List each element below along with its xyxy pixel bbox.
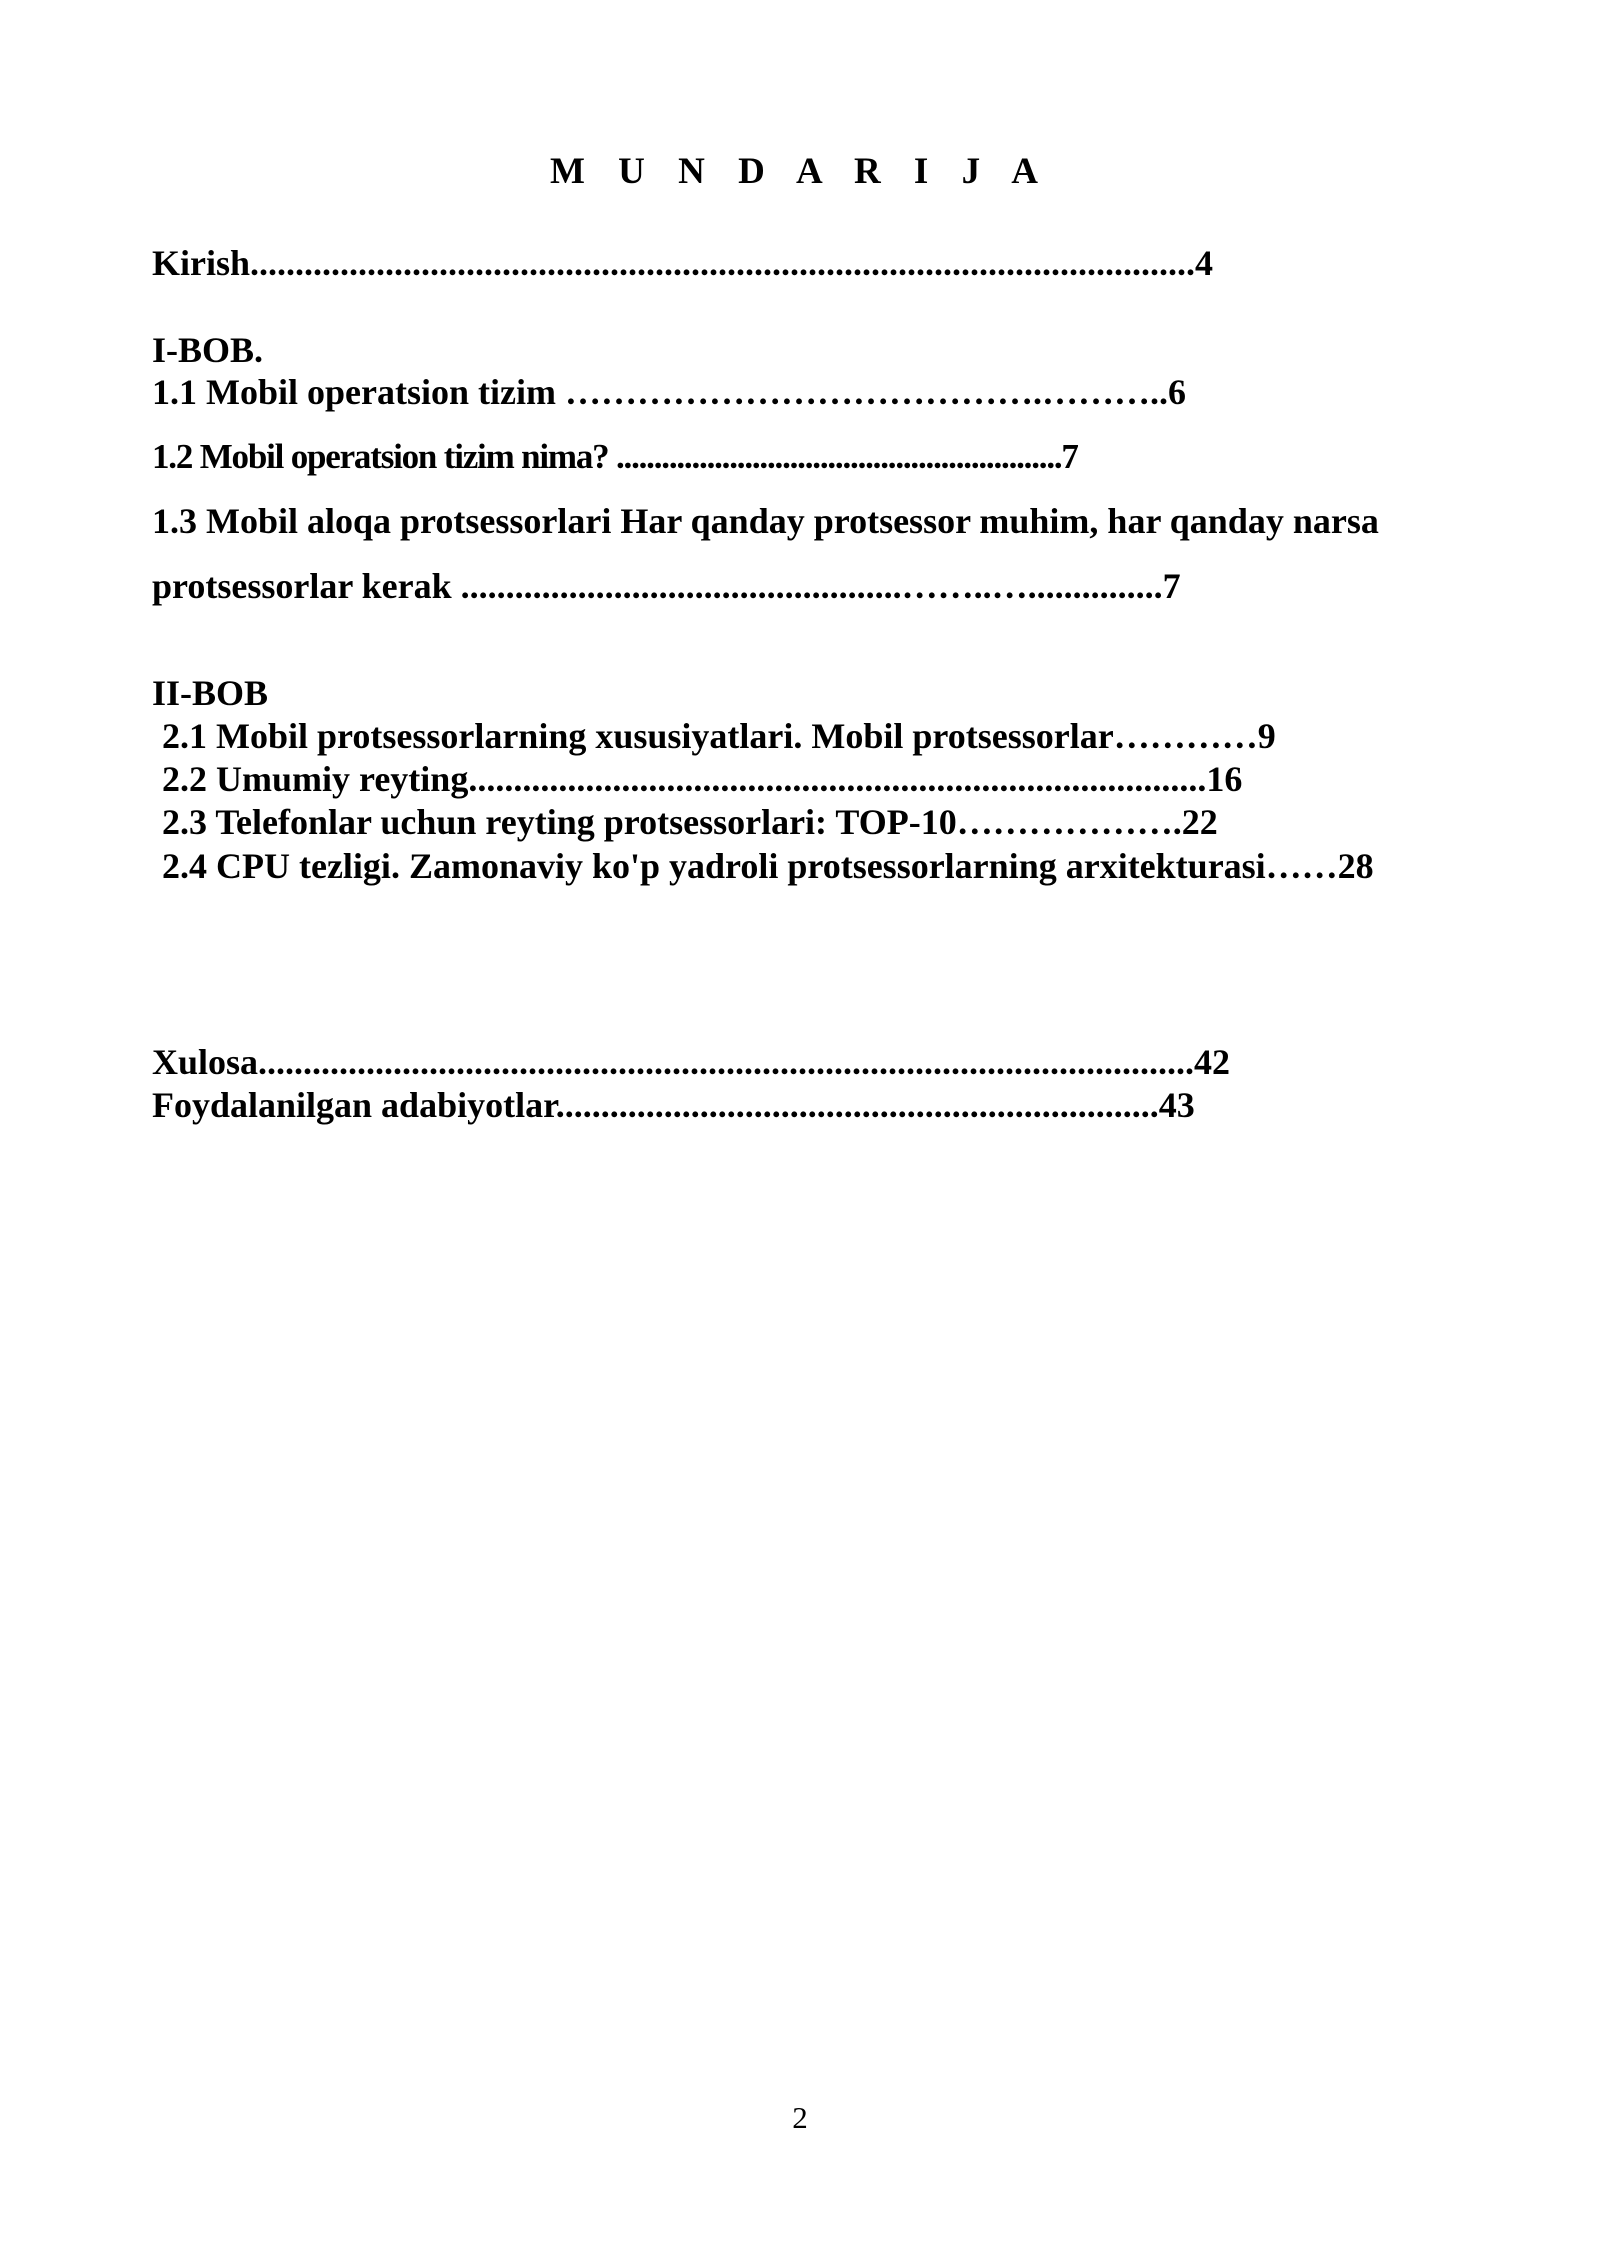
toc-entry-foydalanilgan: Foydalanilgan adabiyotlar...................................................................43: [152, 1085, 1195, 1125]
toc-entry-kirish: Kirish.........................................................................................................4: [152, 243, 1214, 283]
toc-entry-2-2: 2.2 Umumiy reyting..................................................................................16: [162, 759, 1243, 799]
toc-entry-1-3-line1: 1.3 Mobil aloqa protsessorlari Har qanday protsessor muhim, har qanday narsa: [152, 501, 1379, 541]
chapter-heading-1: I-BOB.: [152, 330, 264, 370]
page-title: M U N D A R I J A: [549, 151, 1051, 192]
toc-entry-2-4: 2.4 CPU tezligi. Zamonaviy ko'p yadroli protsessorlarning arxitekturasi……28: [162, 846, 1374, 886]
chapter-heading-2: II-BOB: [152, 673, 269, 713]
toc-entry-1-3-line2: protsessorlar kerak .................................................……..…...............7: [152, 566, 1181, 606]
toc-entry-1-1: 1.1 Mobil operatsion tizim ………………………………….………..6: [152, 372, 1186, 412]
toc-entry-2-1: 2.1 Mobil protsessorlarning xususiyatlari. Mobil protsessorlar…………9: [162, 716, 1276, 756]
toc-entry-xulosa: Xulosa........................................................................................................42: [152, 1042, 1231, 1082]
toc-entry-1-2: 1.2 Mobil operatsion tizim nima? ...........................................................7: [152, 437, 1078, 476]
page-number: 2: [792, 2100, 808, 2135]
toc-entry-2-3: 2.3 Telefonlar uchun reyting protsessorlari: TOP-10……………….22: [162, 802, 1218, 842]
